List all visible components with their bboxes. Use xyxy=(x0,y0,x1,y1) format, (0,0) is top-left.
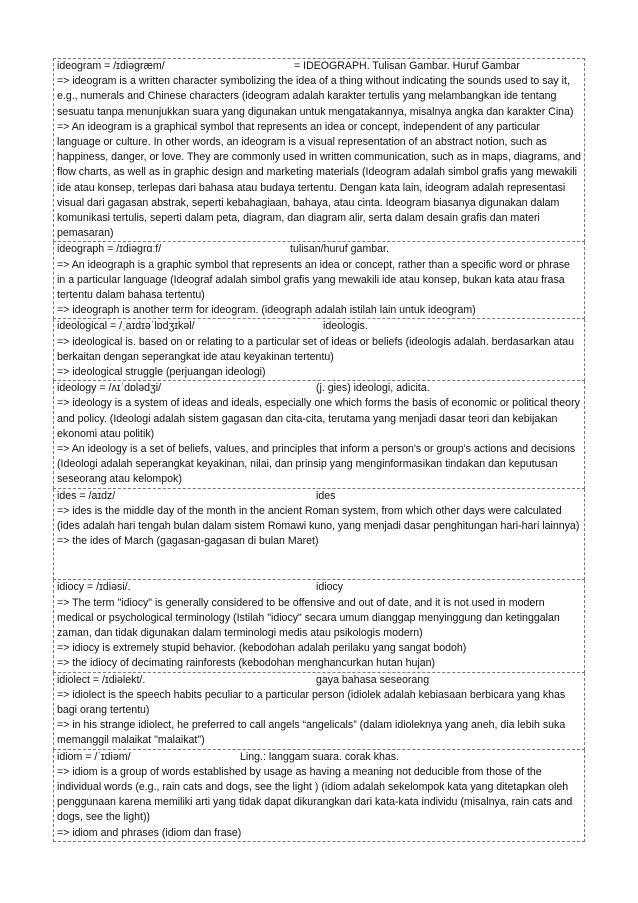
entry-definition: => The term "idiocy" is generally considered to be offensive and out of date, and it is not used in modern medical or psychological terminology (Istilah "idiocy" secara umum dianggap menyinggung dan ketinggalan zaman, dan tidak digunakan dalam terminologi medis atau psikologis modern) xyxy=(57,596,560,640)
entry-header xyxy=(57,381,581,396)
entry-term: idiom = /ˈɪdiəm/ xyxy=(57,750,131,763)
entry-definition: => ides is the middle day of the month in the ancient Roman system, from which other days were calculated (ides adalah hari tengah bulan dalam sistem Romawi kuno, yang menjadi dasar penghitungan hari-hari lainnya) xyxy=(57,504,580,533)
entry-definition: => ideological is. based on or relating to a particular set of ideas or beliefs (ideologis adalah. berdasarkan atau berkaitan dengan seperangkat ide atau keyakinan tertentu) xyxy=(57,335,575,363)
blank-space xyxy=(57,549,581,579)
entry-idiocy xyxy=(53,580,585,672)
entry-ideogram xyxy=(53,58,585,242)
entry-definition: => idiolect is the speech habits peculiar to a particular person (idiolek adalah kebiasaan berbicara yang khas bagi orang tertentu) xyxy=(57,688,566,717)
entry-gloss: (j. gies) ideologi, adicita. xyxy=(316,382,430,395)
entry-definition: => idiocy is extremely stupid behavior. (kebodohan adalah perilaku yang sangat bodoh) xyxy=(57,642,467,655)
entry-definition: => An ideograph is a graphic symbol that represents an idea or concept, rather than a specific word or phrase in a particular language (Ideograf adalah simbol grafis yang mewakili ide atau konsep, bukan kata atau frasa tertentu dalam bahasa tertentu) xyxy=(57,258,570,302)
entry-term: ideograph = /ɪdiəgrɑːf/ xyxy=(57,243,162,256)
entry-ideological xyxy=(53,319,585,381)
entry-gloss: tulisan/huruf gambar. xyxy=(290,243,389,256)
entry-definition: => the ides of March (gagasan-gagasan di bulan Maret) xyxy=(57,535,319,548)
entry-definition: => An ideogram is a graphical symbol that represents an idea or concept, independent of any particular language or culture. In other words, an ideogram is a visual representation of an abstract notion, such as happiness, danger, or love. They are commonly used in written communication, such as in maps, diagrams, and flow charts, as well as in graphic design and marketing materials (Ideogram adalah simbol grafis yang mewakili ide atau konsep, terlepas dari bahasa atau budaya tertentu. Dengan kata lain, ideogram adalah representasi visual dari gagasan abstrak, seperti kebahagiaan, bahaya, atau cinta. Ideogram biasanya digunakan dalam komunikasi tertulis, seperti dalam peta, diagram, dan diagram alir, serta dalam desain grafis dan materi pemasaran) xyxy=(57,120,581,240)
entry-term: idiocy = /ɪdiəsi/. xyxy=(57,581,131,594)
entry-term: ideogram = /ɪdiəgræm/ xyxy=(57,60,165,72)
entry-header xyxy=(57,242,581,257)
entry-term: ideological = /ˌaɪdɪəˈlɒdʒɪkəl/ xyxy=(57,320,195,333)
entry-gloss: gaya bahasa seseorang xyxy=(316,673,430,686)
entry-gloss: = IDEOGRAPH. Tulisan Gambar. Huruf Gambar xyxy=(294,60,520,72)
entry-header xyxy=(57,319,581,334)
entry-definition: => ideology is a system of ideas and ideals, especially one which forms the basis of economic or political theory and policy. (Ideologi adalah sistem gagasan dan cita-cita, terutama yang menjadi dasar teori dan kebijakan ekonomi atau politik) xyxy=(57,397,580,440)
entry-definition: => in his strange idiolect, he preferred to call angels “angelicals” (dalam idioleknya yang aneh, dia lebih suka memanggil malaikat "malaikat") xyxy=(57,719,566,747)
entry-definition: => idiom is a group of words established by usage as having a meaning not deducible from those of the individual words (e.g., rain cats and dogs, see the light ) (idiom adalah sekelompok kata yang ditetapkan oleh penggunaan karena memiliki arti yang tidak dapat dikurangkan dari kata-kata individu (misalnya, rain cats and dogs, see the light)) xyxy=(57,765,573,824)
entry-gloss: ides xyxy=(316,489,336,502)
entry-idiom xyxy=(53,750,585,842)
entry-header xyxy=(57,59,581,74)
entry-definition: => idiom and phrases (idiom dan frase) xyxy=(57,826,242,839)
entry-gloss: Ling.: langgam suara. corak khas. xyxy=(240,750,399,763)
entry-header xyxy=(57,489,581,504)
entry-header xyxy=(57,673,581,688)
entry-definition: => ideograph is another term for ideogram. (ideograph adalah istilah lain untuk ideogram) xyxy=(57,304,476,317)
entry-definition: => ideogram is a written character symbolizing the idea of a thing without indicating the sounds used to say it, e.g., numerals and Chinese characters (ideogram adalah karakter tertulis yang melambangkan ide tentang sesuatu tanpa menunjukkan suara yang digunakan untuk mengatakannya, misalnya angka dan karakter Cina) xyxy=(57,75,574,118)
entry-term: ideology = /ʌɪˈdɒlədʒi/ xyxy=(57,382,162,395)
entry-term: ides = /aɪdz/ xyxy=(57,489,116,502)
dictionary-page xyxy=(53,58,585,842)
entry-term: idiolect = /ɪdiəlekt/. xyxy=(57,673,146,686)
entry-gloss: ideologis. xyxy=(323,320,368,333)
entry-header xyxy=(57,580,581,595)
entry-ides xyxy=(53,489,585,581)
entry-definition: => the idiocy of decimating rainforests (kebodohan menghancurkan hutan hujan) xyxy=(57,657,436,670)
entry-ideology xyxy=(53,381,585,488)
entry-gloss: idiocy xyxy=(316,581,344,594)
entry-header xyxy=(57,750,581,765)
entry-ideograph xyxy=(53,242,585,319)
entry-definition: => An ideology is a set of beliefs, values, and principles that inform a person's or group's actions and decisions (Ideologi adalah seperangkat keyakinan, nilai, dan prinsip yang menginformasikan tindakan dan keputusan seseorang atau kelompok) xyxy=(57,443,576,486)
entry-definition: => ideological struggle (perjuangan ideologi) xyxy=(57,366,266,379)
entry-idiolect xyxy=(53,673,585,750)
